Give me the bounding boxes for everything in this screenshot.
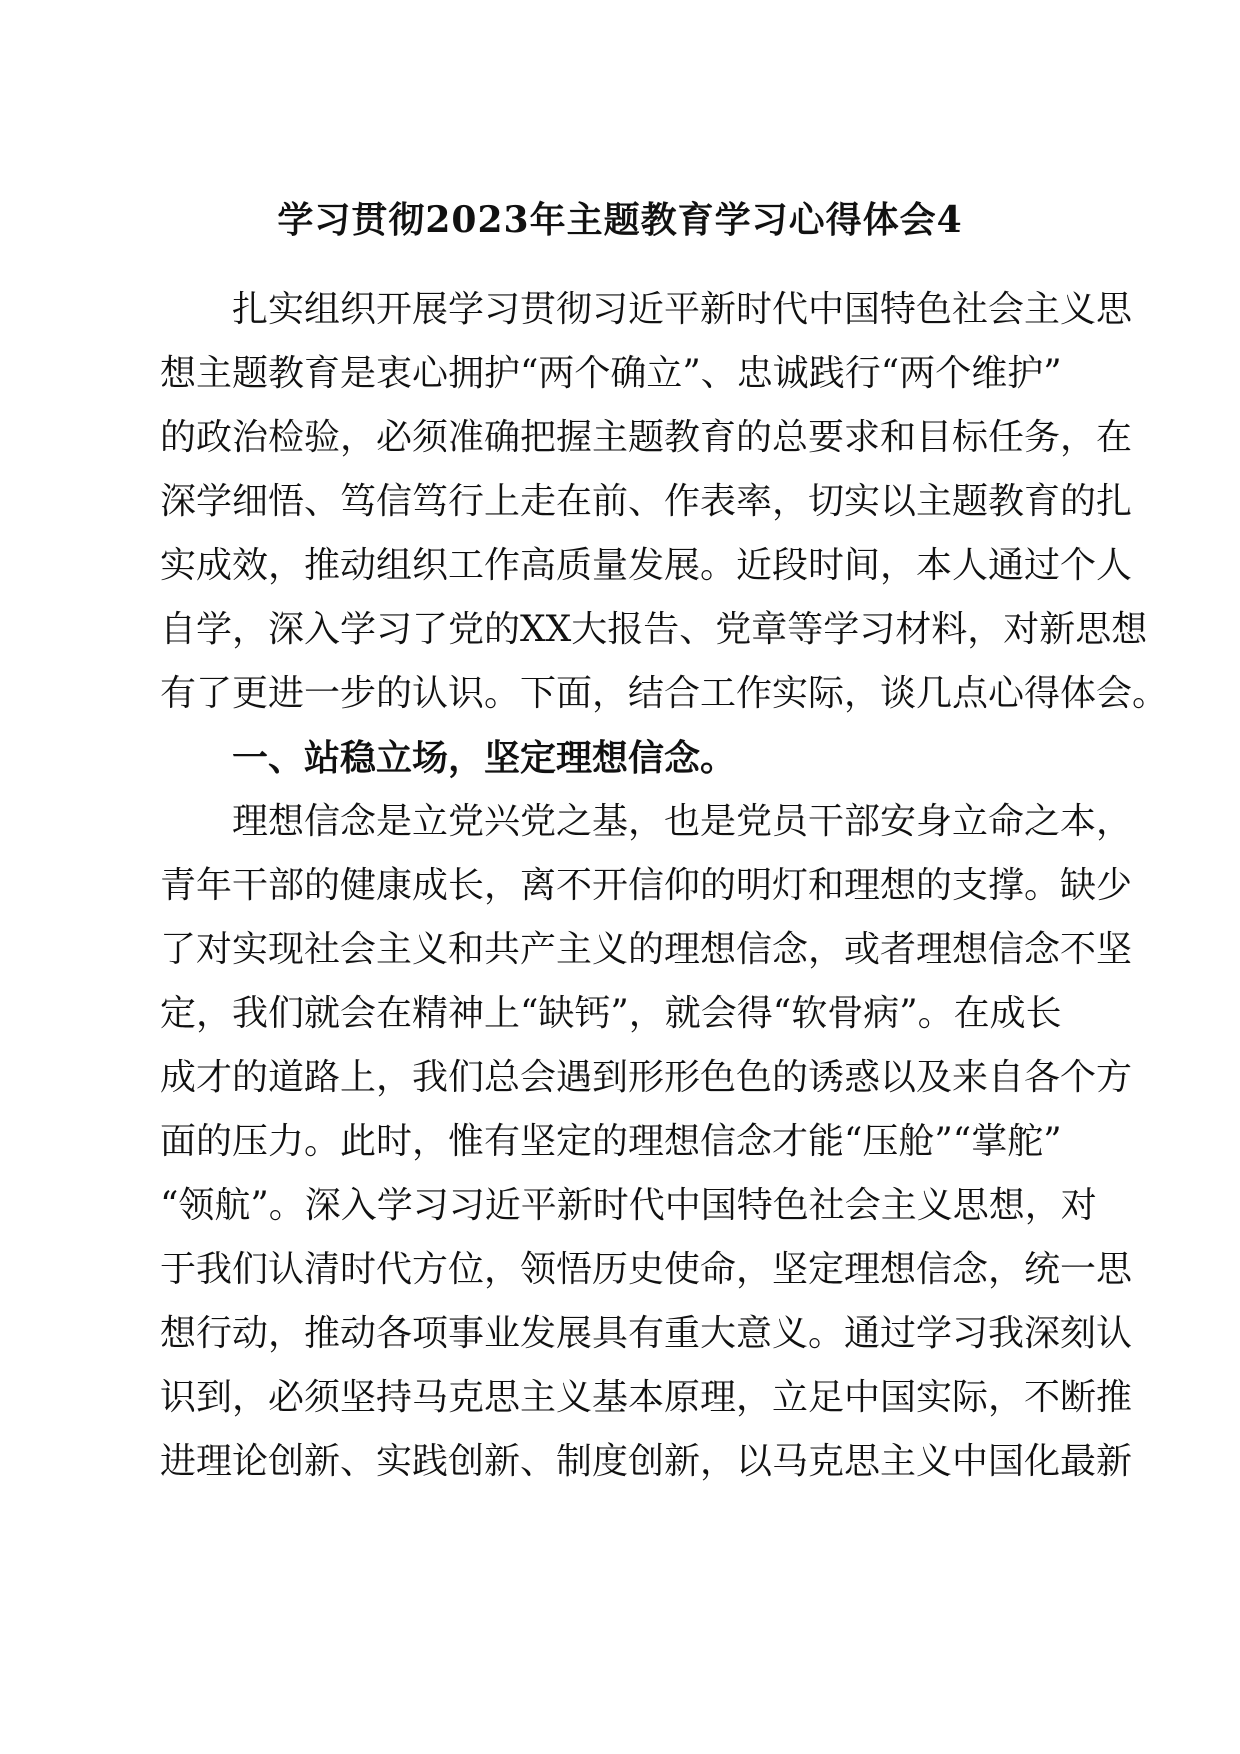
section-1-line-3: 了对实现社会主义和共产主义的理想信念，或者理想信念不坚 (160, 929, 1133, 970)
intro-line-7: 有了更进一步的认识。下面，结合工作实际，谈几点心得体会。 (160, 673, 1169, 714)
section-1-line-5: 成才的道路上，我们总会遇到形形色色的诱惑以及来自各个方 (160, 1057, 1133, 1098)
section-1-line-11: 进理论创新、实践创新、制度创新，以马克思主义中国化最新 (160, 1441, 1133, 1482)
section-1-heading: 一、站稳立场，坚定理想信念。 (232, 737, 737, 779)
section-1-line-10: 识到，必须坚持马克思主义基本原理，立足中国实际，不断推 (160, 1377, 1133, 1418)
section-1-line-1: 理想信念是立党兴党之基，也是党员干部安身立命之本， (232, 801, 1133, 842)
intro-line-1: 扎实组织开展学习贯彻习近平新时代中国特色社会主义思 (232, 289, 1133, 330)
intro-line-3: 的政治检验，必须准确把握主题教育的总要求和目标任务，在 (160, 417, 1133, 458)
section-1-line-4: 定，我们就会在精神上“缺钙”，就会得“软骨病”。在成长 (160, 993, 1062, 1034)
section-1-line-7: “领航”。深入学习习近平新时代中国特色社会主义思想，对 (160, 1185, 1097, 1226)
section-1-line-2: 青年干部的健康成长，离不开信仰的明灯和理想的支撑。缺少 (160, 865, 1133, 906)
intro-line-5: 实成效，推动组织工作高质量发展。近段时间，本人通过个人 (160, 545, 1133, 586)
section-1-line-6: 面的压力。此时，惟有坚定的理想信念才能“压舱”“掌舵” (160, 1121, 1062, 1162)
document-title: 学习贯彻2023年主题教育学习心得体会4 (277, 199, 963, 241)
intro-line-4: 深学细悟、笃信笃行上走在前、作表率，切实以主题教育的扎 (160, 481, 1133, 522)
section-1-line-9: 想行动，推动各项事业发展具有重大意义。通过学习我深刻认 (160, 1313, 1133, 1354)
intro-line-6: 自学，深入学习了党的XX大报告、党章等学习材料，对新思想 (160, 609, 1148, 650)
section-1-line-8: 于我们认清时代方位，领悟历史使命，坚定理想信念，统一思 (160, 1249, 1133, 1290)
intro-line-2: 想主题教育是衷心拥护“两个确立”、忠诚践行“两个维护” (160, 353, 1062, 394)
